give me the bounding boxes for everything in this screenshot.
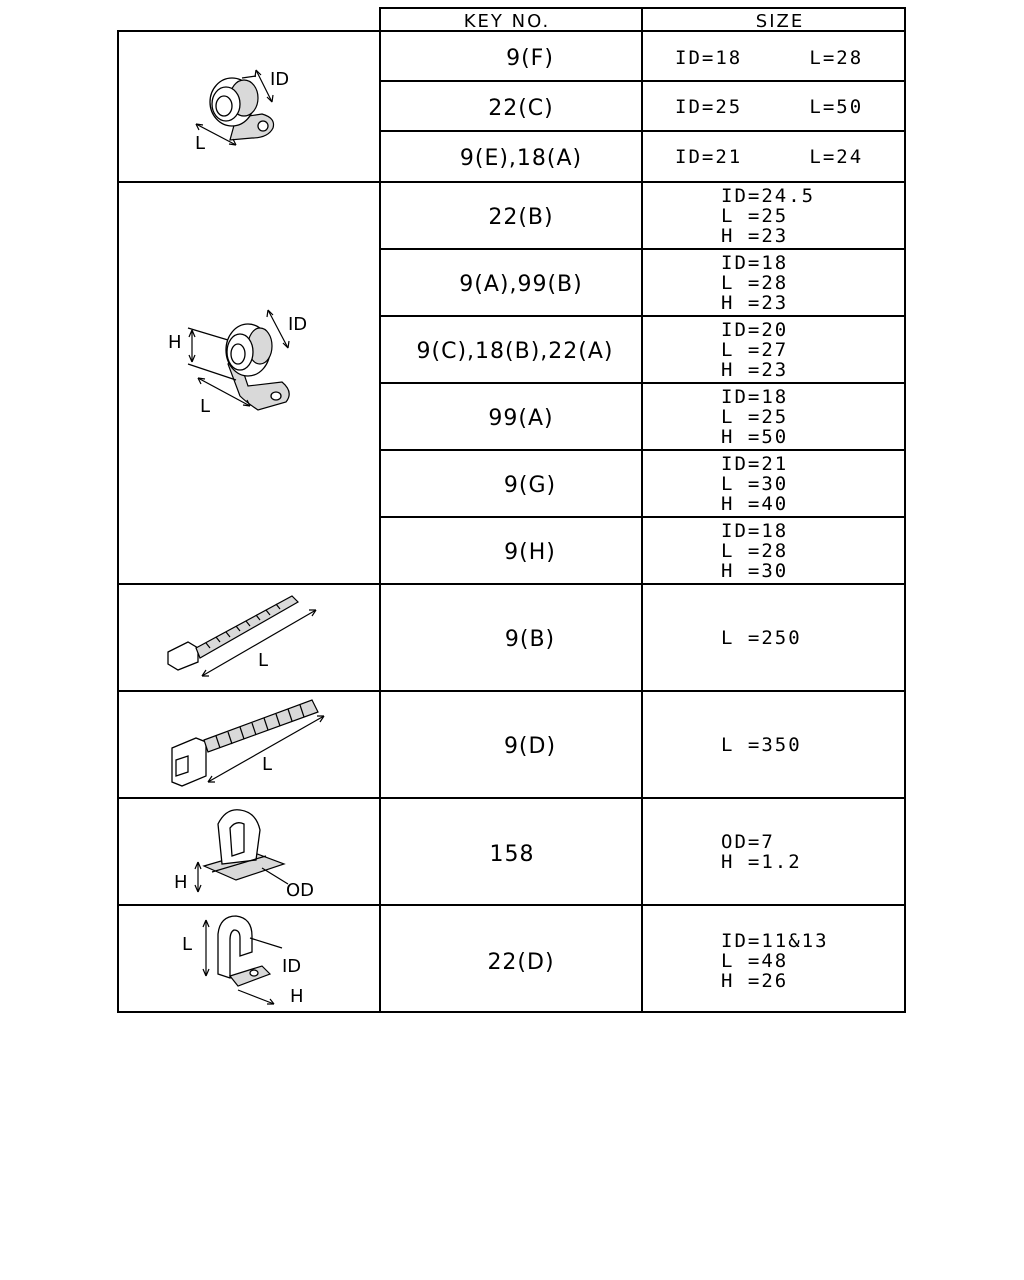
key-cell: 158 [489, 842, 535, 867]
size-line: ID=18 [721, 252, 789, 274]
size-line: L =250 [721, 627, 802, 649]
size-line: L =25 [721, 406, 789, 428]
cable-tie-figure [168, 596, 316, 676]
size-line: H =30 [721, 560, 789, 582]
key-column [417, 46, 614, 975]
key-cell: 9(D) [503, 734, 557, 759]
size-line: H =1.2 [721, 851, 802, 873]
dim-label: H [174, 872, 188, 893]
size-line: ID=21 [721, 453, 789, 475]
key-cell: 9(H) [504, 540, 556, 565]
dim-label: L [262, 754, 273, 775]
size-line: ID=20 [721, 319, 789, 341]
header-key-no: KEY NO. [463, 11, 551, 32]
key-cell: 22(C) [488, 96, 554, 121]
key-cell: 9(C),18(B),22(A) [416, 339, 614, 364]
standoff-clamp-figure [168, 310, 307, 417]
size-column [675, 47, 863, 992]
p-clamp-figure [195, 69, 289, 154]
dim-label: H [290, 986, 304, 1007]
size-line: OD=7 [721, 831, 775, 853]
push-mount-clip-figure [174, 810, 314, 901]
size-line: ID=24.5 [721, 185, 816, 207]
key-cell: 9(A),99(B) [459, 272, 583, 297]
key-cell: 9(E),18(A) [459, 146, 583, 171]
dim-label: ID [288, 314, 308, 335]
dim-label: L [200, 396, 211, 417]
dim-label: L [258, 650, 269, 671]
size-line: L =27 [721, 339, 789, 361]
size-line: L =30 [721, 473, 789, 495]
size-line: ID=18 [721, 520, 789, 542]
size-line: H =23 [721, 225, 789, 247]
size-line: L =350 [721, 734, 802, 756]
dim-label: OD [286, 880, 315, 901]
j-clamp-figure [182, 916, 304, 1007]
size-line: ID=21 L=24 [675, 146, 864, 168]
key-cell: 22(D) [487, 950, 555, 975]
key-cell: 22(B) [488, 205, 554, 230]
size-line: H =50 [721, 426, 789, 448]
size-line: ID=18 [721, 386, 789, 408]
size-line: L =48 [721, 950, 789, 972]
size-line: H =26 [721, 970, 789, 992]
size-line: L =25 [721, 205, 789, 227]
size-line: H =23 [721, 359, 789, 381]
dim-label: ID [282, 956, 302, 977]
dim-label: ID [270, 69, 290, 90]
dim-label: L [195, 133, 206, 154]
dim-label: L [182, 934, 193, 955]
size-line: ID=25 L=50 [675, 96, 864, 118]
header-size: SIZE [755, 11, 805, 32]
size-line: ID=11&13 [721, 930, 829, 952]
key-cell: 99(A) [488, 406, 554, 431]
size-line: L =28 [721, 272, 789, 294]
size-line: L =28 [721, 540, 789, 562]
size-line: H =40 [721, 493, 789, 515]
wide-cable-tie-figure [172, 700, 324, 786]
dim-label: H [168, 332, 182, 353]
key-cell: 9(G) [503, 473, 557, 498]
size-line: ID=18 L=28 [675, 47, 864, 69]
key-cell: 9(B) [504, 627, 556, 652]
key-cell: 9(F) [506, 46, 554, 71]
size-line: H =23 [721, 292, 789, 314]
